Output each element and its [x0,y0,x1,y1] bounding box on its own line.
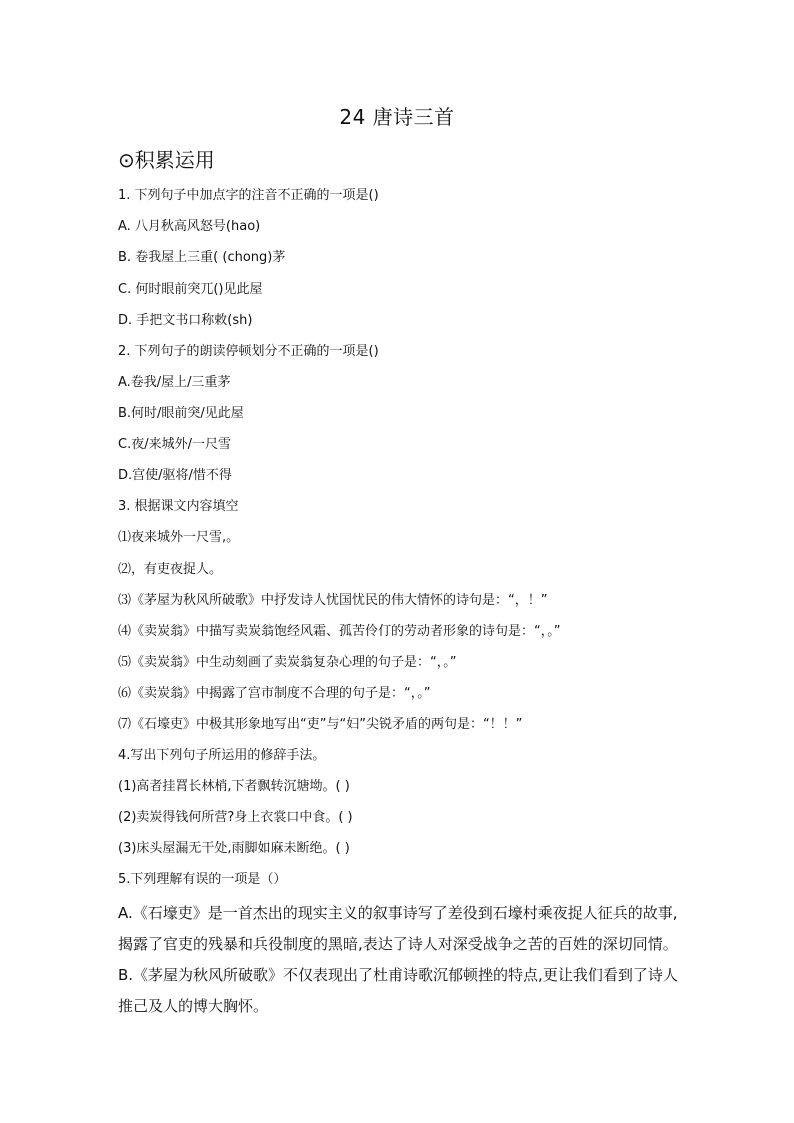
question-2-option-a: A.卷我/屋上/三重茅 [118,375,231,390]
question-3-item-1: ⑴夜来城外一尺雪,。 [118,530,240,545]
question-4-item-1: (1)高者挂罥长林梢,下者飘转沉塘坳。( ) [118,779,350,794]
question-5-option-b: B.《茅屋为秋风所破歌》不仅表现出了杜甫诗歌沉郁顿挫的特点,更让我们看到了诗人推己及人的博大胸怀。 [118,966,678,1015]
question-3-item-5: ⑸《卖炭翁》中生动刻画了卖炭翁复杂心理的句子是：“，。” [118,655,457,670]
question-1-option-c: C. 何时眼前突兀()见此屋 [118,282,263,297]
question-5-stem: 5.下列理解有误的一项是（） [118,872,287,887]
question-3-stem: 3. 根据课文内容填空 [118,499,239,514]
question-4-item-3: (3)床头屋漏无干处,雨脚如麻未断绝。( ) [118,841,350,856]
question-2-stem: 2. 下列句子的朗读停顿划分不正确的一项是() [118,344,379,359]
page-title: 24 唐诗三首 [339,105,455,129]
question-1-option-a: A. 八月秋高风怒号(hao) [118,219,261,234]
question-2-option-c: C.夜/来城外/一尺雪 [118,437,231,452]
question-4-stem: 4.写出下列句子所运用的修辞手法。 [118,748,326,763]
question-1-option-d: D. 手把文书口称敕(sh) [118,313,253,328]
question-3-item-2: ⑵，有吏夜捉人。 [118,562,223,577]
question-3-item-4: ⑷《卖炭翁》中描写卖炭翁饱经风霜、孤苦伶仃的劳动者形象的诗句是：“，。” [118,624,561,639]
question-3-item-6: ⑹《卖炭翁》中揭露了宫市制度不合理的句子是：“，。” [118,686,431,701]
question-1-stem: 1. 下列句子中加点字的注音不正确的一项是() [118,188,379,203]
question-3-item-7: ⑺《石壕吏》中极其形象地写出“吏”与“妇”尖锐矛盾的两句是：“！！” [118,717,523,732]
section-heading: ⊙积累运用 [118,148,215,172]
question-5-option-a: A.《石壕吏》是一首杰出的现实主义的叙事诗写了差役到石壕村乘夜捉人征兵的故事,揭露了官吏的残暴和兵役制度的黑暗,表达了诗人对深受战争之苦的百姓的深切同情。 [118,904,678,953]
question-4-item-2: (2)卖炭得钱何所营?身上衣裳口中食。( ) [118,810,353,825]
question-2-option-d: D.宫使/驱将/惜不得 [118,468,232,483]
question-3-item-3: ⑶《茅屋为秋风所破歌》中抒发诗人忧国忧民的伟大情怀的诗句是：“，！” [118,593,548,608]
question-1-option-b: B. 卷我屋上三重( (chong)茅 [118,250,286,265]
question-2-option-b: B.何时/眼前突/见此屋 [118,406,244,421]
